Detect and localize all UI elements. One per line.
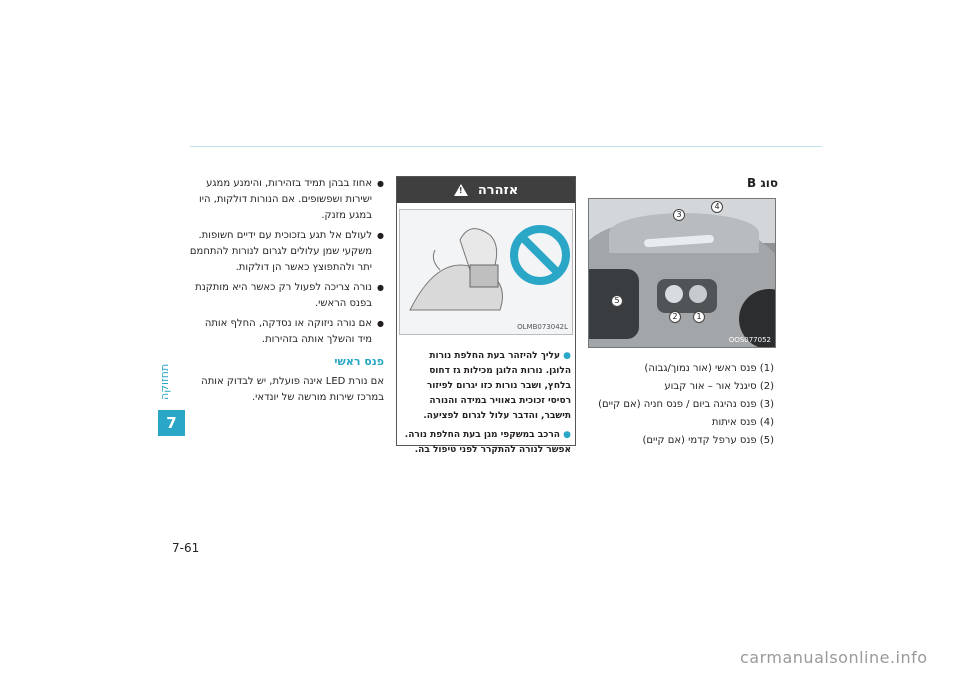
legend-item: (1) פנס ראשי (אור נמוך/גבוה) xyxy=(644,363,774,374)
list-item: ● לעולם אל תגע בזכוכית עם ידיים חשופות. משקעי שמן עלולים לגרום לנורות להתחמם יתר ולהתפוצץ כאשר הן דולקות. xyxy=(188,228,384,276)
legend-item: (2) סיגנל אור – אור קבוע xyxy=(664,381,774,392)
photo-code: OOS077052 xyxy=(728,336,771,344)
warning-item xyxy=(401,428,571,458)
warning-paragraph: עליך להיזהר בעת החלפת נורות הלוגן. נורות הלוגן מכילות גז דחוס בלחץ, ושבר נורות כזו יגרום לפיזור רסיסי זכוכית באוויר במידה והנורה תישבר, והדבר עלול לגרום לפציעה. xyxy=(423,351,571,421)
legend-item: (5) פנס ערפל קדמי (אם קיים) xyxy=(642,435,774,446)
image-code: OLMB073042L xyxy=(517,323,568,331)
warning-box xyxy=(396,176,576,455)
left-column xyxy=(188,176,384,406)
page-number: 7-61 xyxy=(172,541,200,555)
headlamp-bulb-right xyxy=(689,285,707,303)
legend-item: (3) פנס נהיגה ביום / פנס חניה (אם קיים) xyxy=(598,399,774,410)
marker-3: 3 xyxy=(673,209,685,221)
warning-header xyxy=(397,177,575,203)
section-heading: פנס ראשי xyxy=(334,355,384,368)
bullet-icon: ● xyxy=(560,351,571,361)
headlamp-bulb-left xyxy=(665,285,683,303)
headlamp-photo xyxy=(588,198,776,348)
warning-paragraph: הרכב במשקפי מגן בעת החלפת נורה. אפשר לנורה להתקרר לפני טיפול בה. xyxy=(404,430,571,455)
marker-2: 2 xyxy=(669,311,681,323)
list-item: ● אם נורה ניזוקה או נסדקה, החלף אותה מיד והשלך אותה בזהירות. xyxy=(188,316,384,348)
warning-item xyxy=(401,349,571,424)
warning-triangle-icon: ! xyxy=(454,184,468,196)
hand-bulb-icon xyxy=(400,210,572,334)
bullet-list xyxy=(188,176,384,348)
list-item: ● אחוז בבהן תמיד בזהירות, והימנע ממגע ישירות ושפשופים. אם הנורות דולקות, היו במגע מזנק. xyxy=(188,176,384,224)
warning-text xyxy=(401,349,571,462)
car-hood xyxy=(609,213,759,253)
marker-4: 4 xyxy=(711,201,723,213)
warning-title: אזהרה xyxy=(477,182,519,198)
legend-item: (4) פנס איתות xyxy=(711,417,774,428)
bullet-icon: ● xyxy=(560,430,571,440)
header-divider xyxy=(190,146,822,147)
section-paragraph: אם נורת LED אינה פועלת, יש לבדוק אותה במרכז שירות מורשה של יונדאי. xyxy=(201,376,384,403)
watermark: carmanualsonline.info xyxy=(740,648,928,667)
list-item: ● נורה צריכה לפעול רק כאשר היא מותקנת בפנס הראשי. xyxy=(188,280,384,312)
bulb-illustration xyxy=(399,209,573,335)
legend-list xyxy=(590,360,774,450)
chapter-tab: 7 xyxy=(158,410,185,436)
chapter-side-label: תחזוקה xyxy=(158,363,171,401)
marker-1: 1 xyxy=(693,311,705,323)
type-b-title: סוג B xyxy=(747,176,778,190)
marker-5: 5 xyxy=(611,295,623,307)
